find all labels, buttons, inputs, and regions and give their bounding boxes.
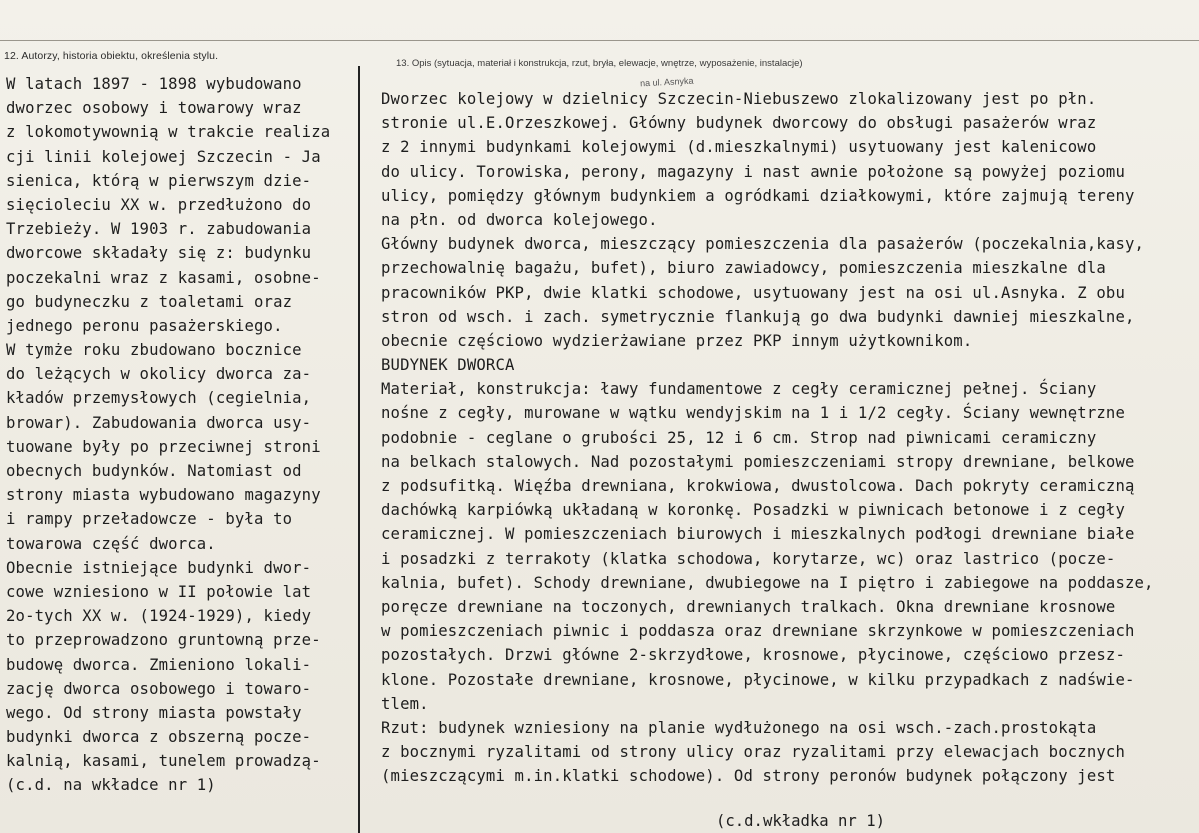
- description-text-line: stron od wsch. i zach. symetrycznie flankują go dwa budynki dawniej mieszkalne,: [381, 307, 1135, 326]
- description-text-line: na belkach stalowych. Nad pozostałymi pomieszczeniami stropy drewniane, belkowe: [381, 452, 1135, 471]
- history-text-line: obecnych budynków. Natomiast od: [6, 462, 302, 480]
- description-text-line: poręcze drewniane na toczonych, drewnianych tralkach. Okna drewniane krosnowe: [381, 597, 1116, 616]
- description-text-line: do ulicy. Torowiska, perony, magazyny i nast awnie położone są powyżej poziomu: [381, 162, 1125, 181]
- history-text-line: cji linii kolejowej Szczecin - Ja: [6, 147, 321, 166]
- history-text-line: budynki dworca z obszerną pocze-: [6, 728, 312, 747]
- description-text-line: pracowników PKP, dwie klatki schodowe, usytuowany jest na osi ul.Asnyka. Z obu: [381, 283, 1125, 302]
- top-rule: [0, 0, 1199, 41]
- history-text-line: budowę dworca. Zmieniono lokali-: [6, 655, 312, 674]
- history-text-line: tuowane były po przeciwnej stroni: [6, 437, 321, 456]
- history-text-line: kalnią, kasami, tunelem prowadzą-: [6, 752, 321, 771]
- description-text-line: i posadzki z terrakoty (klatka schodowa, korytarze, wc) oraz lastrico (pocze-: [381, 549, 1116, 568]
- description-text-line: dachówką karpiówką układaną w koronkę. Posadzki w piwnicach betonowe i z cegły: [381, 501, 1125, 520]
- section-13-heading: 13. Opis (sytuacja, materiał i konstrukcja, rzut, bryła, elewacje, wnętrze, wyposażenie, instalacje): [396, 58, 803, 69]
- description-text-line: z podsufitką. Więźba drewniana, krokwiowa, dwustolcowa. Dach pokryty ceramiczną: [381, 477, 1135, 495]
- description-text-line: klone. Pozostałe drewniane, krosnowe, płycinowe, w kilku przypadkach z nadświe-: [381, 670, 1135, 689]
- description-text-line: Główny budynek dworca, mieszczący pomieszczenia dla pasażerów (poczekalnia,kasy,: [381, 235, 1145, 254]
- history-text-line: wego. Od strony miasta powstały: [6, 703, 302, 722]
- section-12-heading: 12. Autorzy, historia obiektu, określenia stylu.: [4, 50, 219, 62]
- history-text-line: strony miasta wybudowano magazyny: [6, 486, 321, 505]
- history-text-line: 2o-tych XX w. (1924-1929), kiedy: [6, 607, 312, 626]
- history-text-line: cowe wzniesiono w II połowie lat: [6, 582, 312, 601]
- history-text-line: W tymże roku zbudowano bocznice: [6, 341, 302, 360]
- description-text-line: stronie ul.E.Orzeszkowej. Główny budynek dworcowy do obsługi pasażerów wraz: [381, 114, 1097, 133]
- history-text-line: sienica, którą w pierwszym dzie-: [6, 171, 312, 190]
- history-text-line: z lokomotywownią w trakcie realiza: [6, 123, 331, 142]
- description-text-line: na płn. od dworca kolejowego.: [381, 210, 658, 229]
- description-text-line: ceramicznej. W pomieszczeniach biurowych i mieszkalnych podłogi drewniane białe: [381, 525, 1135, 544]
- history-text-line: towarowa część dworca.: [6, 534, 216, 553]
- history-text-line: dworzec osobowy i towarowy wraz: [6, 99, 302, 118]
- description-text-line: ulicy, pomiędzy głównym budynkiem a ogródkami działkowymi, które zajmują tereny: [381, 186, 1135, 205]
- history-text-line: do leżących w okolicy dworca za-: [6, 365, 312, 384]
- description-text-line: Materiał, konstrukcja: ławy fundamentowe z cegły ceramicznej pełnej. Ściany: [381, 380, 1097, 399]
- description-text-line: obecnie częściowo wydzierżawiane przez PKP innym użytkownikom.: [381, 331, 973, 350]
- history-text-line: W latach 1897 - 1898 wybudowano: [6, 75, 302, 93]
- description-text-line: BUDYNEK DWORCA: [381, 356, 515, 375]
- description-text-line: podobnie - ceglane o grubości 25, 12 i 6 cm. Strop nad piwnicami ceramiczny: [381, 428, 1097, 447]
- description-text-line: kalnia, bufet). Schody drewniane, dwubiegowe na I piętro i zabiegowe na poddasze,: [381, 573, 1154, 592]
- description-text-line: z bocznymi ryzalitami od strony ulicy oraz ryzalitami przy elewacjach bocznych: [381, 743, 1125, 762]
- history-column: [6, 72, 330, 798]
- description-text-line: nośne z cegły, murowane w wątku wendyjskim na 1 i 1/2 cegły. Ściany wewnętrzne: [381, 404, 1125, 423]
- description-text-line: tlem.: [381, 694, 429, 713]
- description-text-line: w pomieszczeniach piwnic i poddasza oraz drewniane skrzynkowe w pomieszczeniach: [381, 622, 1135, 641]
- history-text-line: go budyneczku z toaletami oraz: [6, 292, 293, 311]
- handwritten-annotation: na ul. Asnyka: [639, 75, 694, 89]
- history-text-line: to przeprowadzono gruntowną prze-: [6, 631, 321, 650]
- history-text-line: zację dworca osobowego i towaro-: [6, 679, 312, 698]
- description-text-line: (mieszczącymi m.in.klatki schodowe). Od strony peronów budynek połączony jest: [381, 767, 1116, 786]
- description-text-line: Rzut: budynek wzniesiony na planie wydłużonego na osi wsch.-zach.prostokąta: [381, 718, 1097, 737]
- history-text-line: jednego peronu pasażerskiego.: [6, 316, 283, 335]
- description-text-line: Dworzec kolejowy w dzielnicy Szczecin-Niebuszewo zlokalizowany jest po płn.: [381, 90, 1097, 108]
- description-text-line: pozostałych. Drzwi główne 2-skrzydłowe, krosnowe, płycinowe, częściowo przesz-: [381, 646, 1125, 665]
- history-text-line: dworcowe składały się z: budynku: [6, 244, 312, 263]
- description-text-line: z 2 innymi budynkami kolejowymi (d.mieszkalnymi) usytuowany jest kalenicowo: [381, 138, 1097, 157]
- history-text-line: browar). Zabudowania dworca usy-: [6, 413, 312, 432]
- history-text-line: Trzebieży. W 1903 r. zabudowania: [6, 220, 312, 239]
- history-text-line: Obecnie istniejące budynki dwor-: [6, 558, 312, 577]
- continuation-note: (c.d.wkładka nr 1): [716, 812, 885, 830]
- history-text-line: sięcioleciu XX w. przedłużono do: [6, 195, 312, 214]
- description-column: [381, 87, 1154, 788]
- column-divider: [358, 66, 360, 833]
- history-text-line: poczekalni wraz z kasami, osobne-: [6, 268, 321, 287]
- history-text-line: kładów przemysłowych (cegielnia,: [6, 389, 312, 408]
- description-text-line: przechowalnię bagażu, bufet), biuro zawiadowcy, pomieszczenia mieszkalne dla: [381, 259, 1106, 278]
- history-text-line: (c.d. na wkładce nr 1): [6, 776, 216, 795]
- history-text-line: i rampy przeładowcze - była to: [6, 510, 293, 529]
